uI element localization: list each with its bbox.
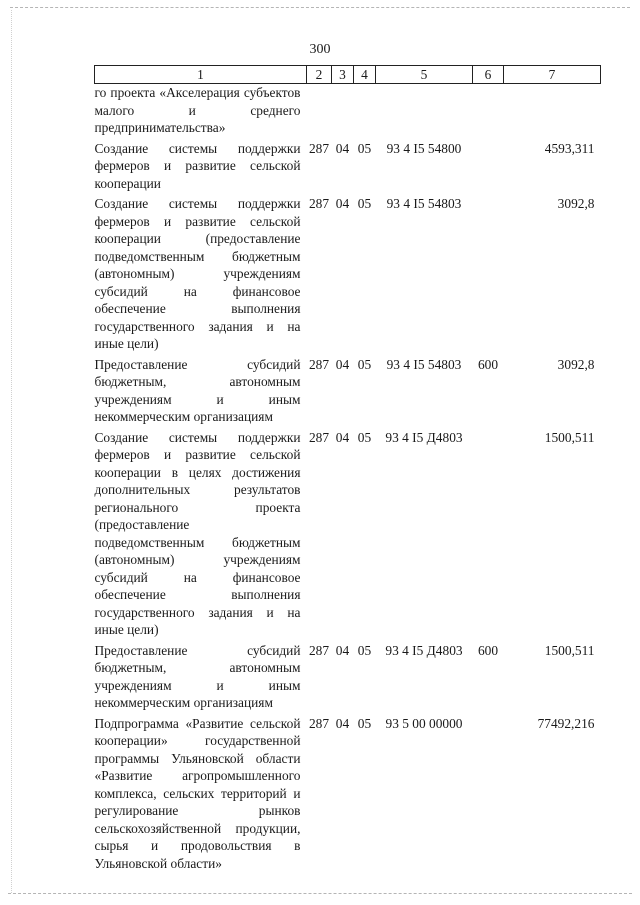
row-col-7: 4593,311 — [544, 140, 595, 156]
row-name: Создание системы поддержки фермеров и развитие сельской кооперации (предоставление подведомственным бюджетным (автономным) учреждениям субсидий на финансовое обеспечение выполнения государственного задания и на иные цели) — [94, 196, 301, 351]
row-name: Предоставление субсидий бюджетным, автономным учреждениям и иным некоммерческим организациям — [94, 642, 301, 710]
header-col-3: 3 — [332, 66, 354, 84]
row-col-4: 05 — [357, 642, 372, 658]
table-row — [95, 137, 601, 193]
row-col-3: 04 — [335, 715, 350, 731]
row-name: Создание системы поддержки фермеров и развитие сельской кооперации в целях достижения дополнительных результатов регионального проекта (предоставление подведомственным бюджетным (автономным) учреждениям субсидий на финансовое обеспечение выполнения государственного задания и на иные цели) — [94, 429, 301, 637]
header-col-2: 2 — [307, 66, 332, 84]
row-col-5: 93 4 I5 Д4803 — [385, 642, 463, 658]
row-col-6 — [473, 84, 504, 137]
row-col-5 — [376, 84, 473, 137]
table-row — [95, 84, 601, 137]
row-col-5: 93 4 I5 54803 — [386, 356, 462, 372]
page-number: 300 — [309, 42, 331, 57]
row-col-6 — [473, 137, 504, 193]
row-col-7: 1500,511 — [544, 429, 595, 445]
row-col-4 — [354, 84, 376, 137]
row-col-6 — [473, 192, 504, 353]
table-row — [95, 639, 601, 712]
row-col-2 — [307, 84, 332, 137]
row-col-7: 3092,8 — [557, 196, 595, 211]
table-row — [95, 192, 601, 353]
scan-edge-top — [10, 7, 630, 8]
row-col-2: 287 — [308, 715, 330, 731]
row-col-3: 04 — [335, 356, 350, 372]
header-col-5: 5 — [376, 66, 473, 84]
scan-edge-bottom — [8, 893, 632, 894]
scan-edge-left — [11, 10, 12, 893]
row-col-4: 05 — [357, 140, 372, 156]
table-row — [95, 426, 601, 639]
row-col-3: 04 — [335, 140, 350, 156]
table-header-row — [95, 66, 601, 84]
row-col-4: 05 — [357, 715, 372, 731]
row-col-7: 77492,216 — [537, 715, 595, 731]
header-col-6: 6 — [473, 66, 504, 84]
row-col-6 — [473, 426, 504, 639]
row-col-2: 287 — [308, 429, 330, 445]
row-col-2: 287 — [308, 642, 330, 658]
header-col-1: 1 — [95, 66, 307, 84]
row-name: го проекта «Акселерация субъектов малого и среднего предпринимательства» — [94, 85, 301, 135]
row-col-6: 600 — [477, 642, 499, 658]
row-col-4: 05 — [357, 429, 372, 445]
budget-table — [94, 65, 601, 872]
row-col-3 — [332, 84, 354, 137]
row-col-5: 93 5 00 00000 — [385, 715, 463, 731]
row-col-7: 3092,8 — [557, 356, 595, 372]
row-col-3: 04 — [335, 642, 350, 658]
row-name: Предоставление субсидий бюджетным, автономным учреждениям и иным некоммерческим организациям — [94, 356, 301, 424]
row-col-7: 1500,511 — [544, 642, 595, 658]
row-col-4: 05 — [357, 196, 372, 211]
row-col-2: 287 — [308, 356, 330, 372]
row-col-2: 287 — [308, 196, 330, 211]
row-col-4: 05 — [357, 356, 372, 372]
row-col-7 — [504, 84, 601, 137]
row-col-5: 93 4 I5 54803 — [386, 196, 462, 211]
row-col-2: 287 — [308, 140, 330, 156]
row-col-5: 93 4 I5 Д4803 — [385, 429, 463, 445]
row-name: Подпрограмма «Развитие сельской кооперации» государственной программы Ульяновской области «Развитие агропромышленного комплекса, сельских территорий и регулирование рынков сельскохозяйственной продукции, сырья и продовольствия в Ульяновской области» — [94, 715, 301, 871]
row-col-6: 600 — [477, 356, 499, 372]
row-name: Создание системы поддержки фермеров и развитие сельской кооперации — [94, 140, 301, 191]
row-col-6 — [473, 712, 504, 873]
row-col-3: 04 — [335, 196, 350, 211]
header-col-4: 4 — [354, 66, 376, 84]
table-row — [95, 712, 601, 873]
row-col-3: 04 — [335, 429, 350, 445]
row-col-5: 93 4 I5 54800 — [386, 140, 462, 156]
table-row — [95, 353, 601, 426]
header-col-7: 7 — [504, 66, 601, 84]
